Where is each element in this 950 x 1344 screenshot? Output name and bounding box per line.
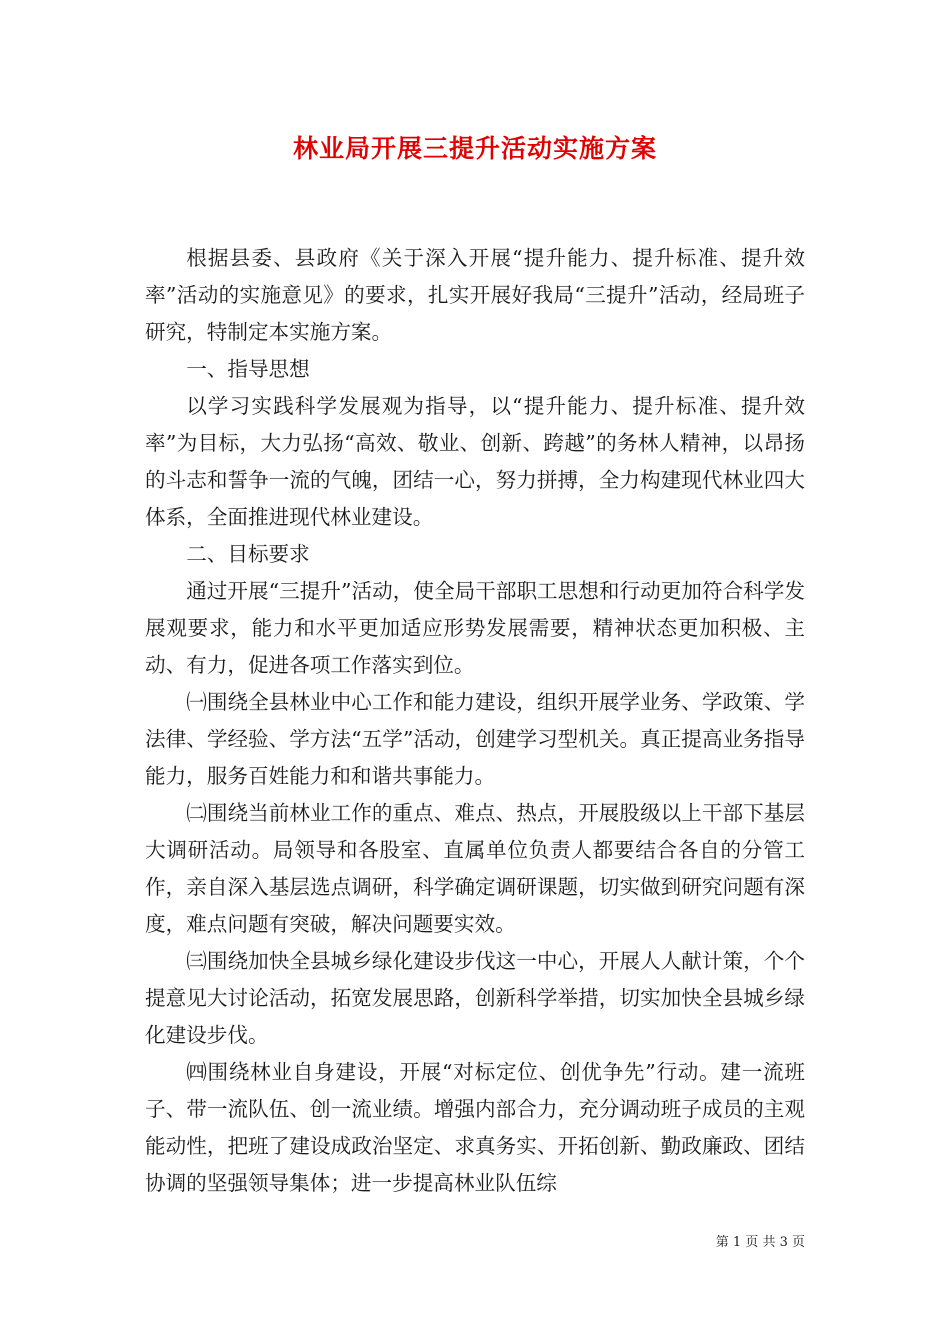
paragraph-intro: 根据县委、县政府《关于深入开展“提升能力、提升标准、提升效率”活动的实施意见》的要求，扎实开展好我局“三提升”活动，经局班子研究，特制定本实施方案。 bbox=[145, 246, 805, 344]
document-title: 林业局开展三提升活动实施方案 bbox=[292, 134, 657, 163]
paragraph-item-4: ㈣围绕林业自身建设，开展“对标定位、创优争先”行动。建一流班子、带一流队伍、创一流业绩。增强内部合力，充分调动班子成员的主观能动性，把班了建设成政治坚定、求真务实、开拓创新、勤政廉政、团结协调的坚强领导集体；进一步提高林业队伍综 bbox=[145, 1060, 805, 1195]
heading-goals: 二、目标要求 bbox=[186, 542, 310, 566]
page-number: 第 1 页 共 3 页 bbox=[715, 1235, 805, 1250]
paragraph-item-3: ㈢围绕加快全县城乡绿化建设步伐这一中心，开展人人献计策，个个提意见大讨论活动，拓宽发展思路，创新科学举措，切实加快全县城乡绿化建设步伐。 bbox=[145, 949, 805, 1047]
paragraph-item-2: ㈡围绕当前林业工作的重点、难点、热点，开展股级以上干部下基层大调研活动。局领导和各股室、直属单位负责人都要结合各自的分管工作，亲自深入基层选点调研，科学确定调研课题，切实做到研究问题有深度，难点问题有突破，解决问题要实效。 bbox=[145, 801, 805, 936]
document-body bbox=[145, 240, 805, 1202]
paragraph-goals: 通过开展“三提升”活动，使全局干部职工思想和行动更加符合科学发展观要求，能力和水平更加适应形势发展需要，精神状态更加积极、主动、有力，促进各项工作落实到位。 bbox=[145, 579, 805, 677]
paragraph-guiding-ideology: 以学习实践科学发展观为指导，以“提升能力、提升标准、提升效率”为目标，大力弘扬“高效、敬业、创新、跨越”的务林人精神，以昂扬的斗志和誓争一流的气魄，团结一心，努力拼搏，全力构建现代林业四大体系，全面推进现代林业建设。 bbox=[145, 394, 805, 529]
heading-guiding-ideology: 一、指导思想 bbox=[186, 357, 310, 381]
paragraph-item-1: ㈠围绕全县林业中心工作和能力建设，组织开展学业务、学政策、学法律、学经验、学方法“五学”活动，创建学习型机关。真正提高业务指导能力，服务百姓能力和和谐共事能力。 bbox=[145, 690, 805, 788]
